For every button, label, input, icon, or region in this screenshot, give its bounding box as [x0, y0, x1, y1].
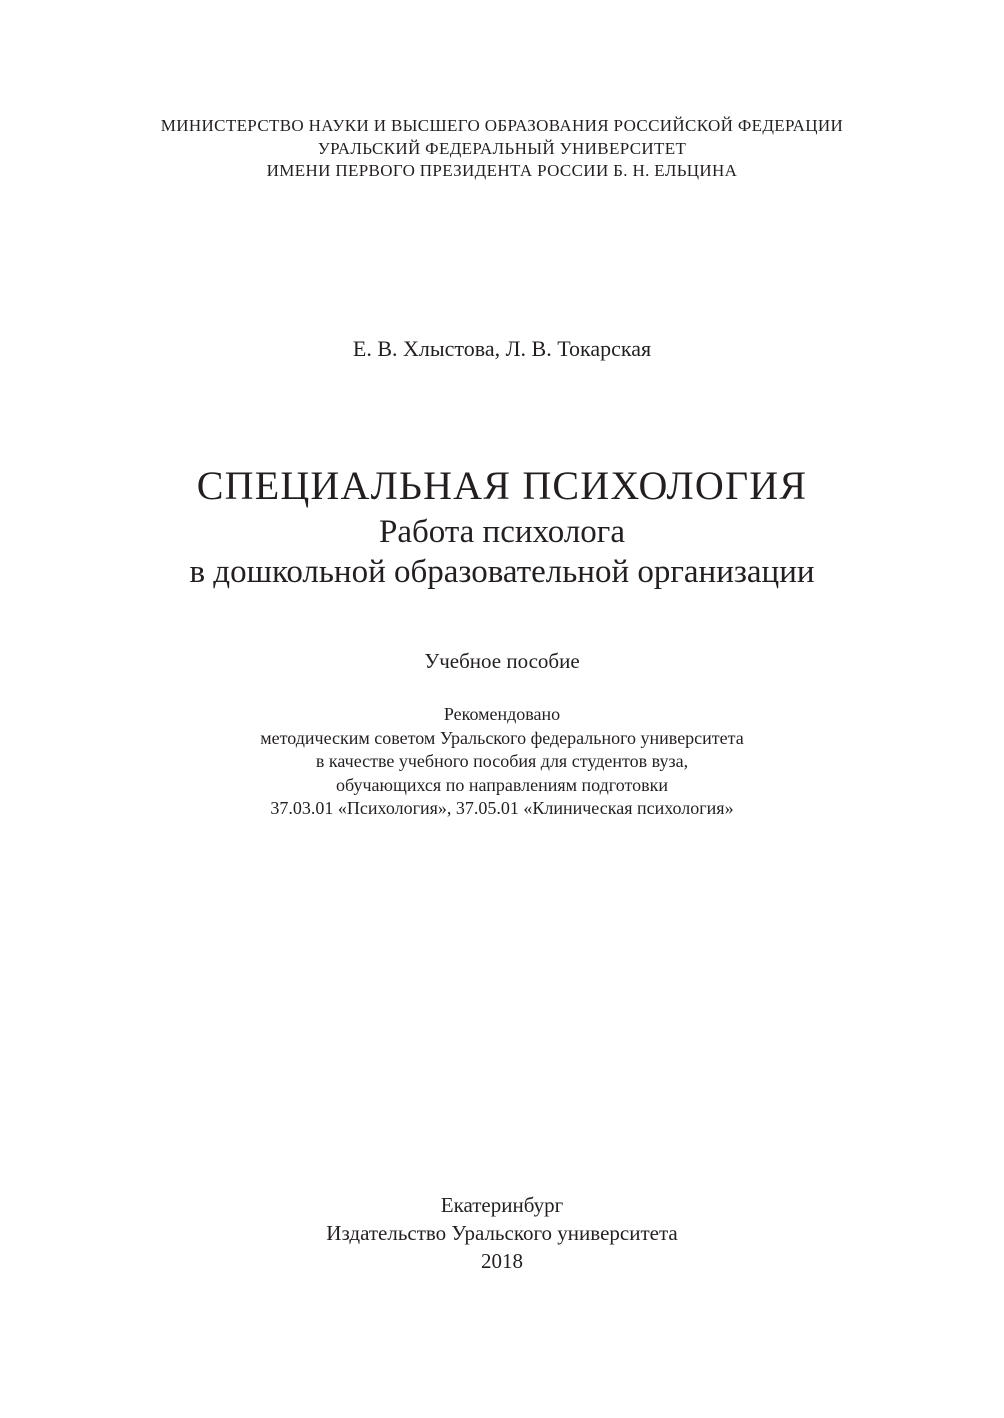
recommendation-block: [0, 703, 1004, 821]
imprint-city: Екатеринбург: [440, 1193, 564, 1217]
book-subtitle-line1: Работа психолога: [378, 514, 625, 550]
book-title-block: [0, 460, 1004, 592]
university-name-line1: УРАЛЬСКИЙ ФЕДЕРАЛЬНЫЙ УНИВЕРСИТЕТ: [317, 138, 687, 158]
recommendation-line2: методическим советом Уральского федерального университета: [260, 727, 744, 748]
recommendation-line4: обучающихся по направлениям подготовки: [336, 774, 668, 795]
institution-header: [0, 115, 1004, 183]
authors-block: [0, 334, 1004, 364]
ministry-name: МИНИСТЕРСТВО НАУКИ И ВЫСШЕГО ОБРАЗОВАНИЯ РОССИЙСКОЙ ФЕДЕРАЦИИ: [160, 116, 844, 135]
document-type-block: [0, 647, 1004, 675]
imprint-publisher: Издательство Уральского университета: [326, 1221, 678, 1245]
university-name-line2: ИМЕНИ ПЕРВОГО ПРЕЗИДЕНТА РОССИИ Б. Н. ЕЛЬЦИНА: [266, 161, 738, 180]
document-type: Учебное пособие: [424, 649, 580, 673]
recommendation-line3: в качестве учебного пособия для студентов вуза,: [315, 751, 689, 771]
imprint-block: [0, 1191, 1004, 1275]
book-subtitle-line2: в дошкольной образовательной организации: [189, 554, 815, 590]
book-title: СПЕЦИАЛЬНАЯ ПСИХОЛОГИЯ: [196, 463, 808, 508]
imprint-year: 2018: [481, 1249, 523, 1273]
authors: Е. В. Хлыстова, Л. В. Токарская: [352, 336, 652, 361]
recommendation-line5: 37.03.01 «Психология», 37.05.01 «Клиническая психология»: [270, 798, 734, 818]
recommendation-line1: Рекомендовано: [443, 704, 561, 724]
